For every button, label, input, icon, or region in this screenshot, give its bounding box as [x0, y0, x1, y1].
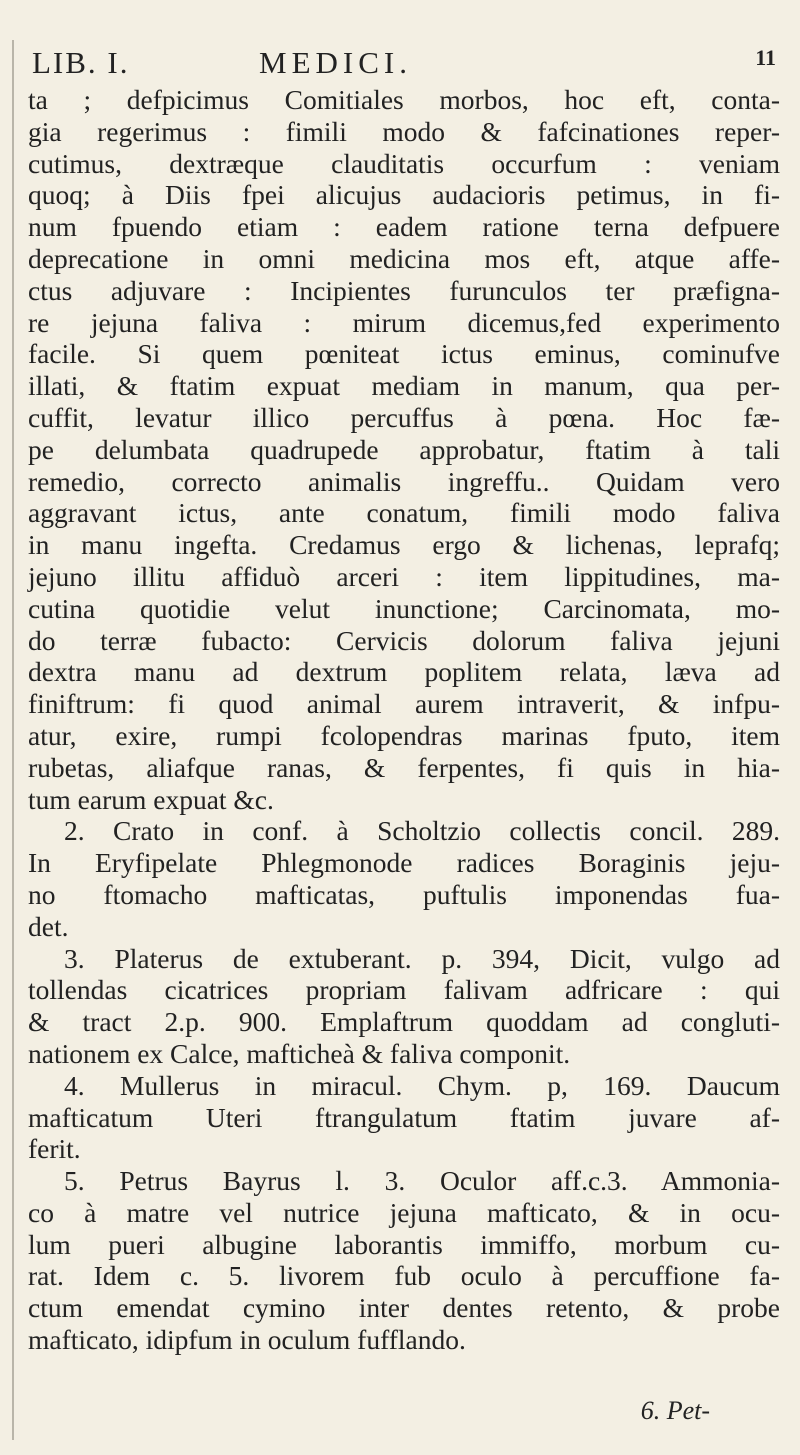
text-line: quoq; à Diis fpei alicujus audacioris petimus, in fi- — [28, 179, 780, 211]
text-line: ctus adjuvare : Incipientes furunculos ter præfigna- — [28, 274, 780, 306]
citation-line: 2. Crato in conf. à Scholtzio collectis concil. 289. — [64, 815, 780, 847]
text-line: deprecatione in omni medicina mos eft, atque affe- — [28, 242, 780, 274]
catchword: 6. Pet- — [640, 1396, 710, 1425]
text-line: aggravant ictus, ante conatum, fimili modo faliva — [28, 497, 780, 529]
text-line: dextra manu ad dextrum poplitem relata, læva ad — [28, 656, 780, 688]
text-line: facile. Si quem pœniteat ictus eminus, cominufve — [28, 338, 780, 370]
text-line: det. — [28, 910, 69, 942]
page-body — [28, 84, 780, 1356]
header-title: MEDICI. — [259, 45, 412, 80]
text-line: no ftomacho mafticatas, puftulis imponendas fua- — [28, 878, 780, 910]
text-line: finiftrum: fi quod animal aurem intraverit, & infpu- — [28, 688, 780, 720]
text-line: cutimus, dextræque clauditatis occurfum : veniam — [28, 147, 780, 179]
text-line: num fpuendo etiam : eadem ratione terna defpuere — [28, 211, 780, 243]
text-line: ctum emendat cymino inter dentes retento, & probe — [28, 1292, 780, 1324]
text-line: rat. Idem c. 5. livorem fub oculo à percuffione fa- — [28, 1260, 780, 1292]
text-line: illati, & ftatim expuat mediam in manum, qua per- — [28, 370, 780, 402]
text-line: remedio, correcto animalis ingreffu.. Quidam vero — [28, 465, 780, 497]
page-edge-rule — [12, 40, 14, 1440]
citation-line: 5. Petrus Bayrus l. 3. Oculor aff.c.3. Ammonia- — [64, 1165, 780, 1197]
text-line: co à matre vel nutrice jejuna mafticato, & in ocu- — [28, 1196, 780, 1228]
text-line: lum pueri albugine laborantis immiffo, morbum cu- — [28, 1228, 780, 1260]
text-line: mafticatum Uteri ftrangulatum ftatim juvare af- — [28, 1101, 780, 1133]
text-line: cutina quotidie velut inunctione; Carcinomata, mo- — [28, 592, 780, 624]
text-line: tollendas cicatrices propriam falivam adfricare : qui — [28, 974, 780, 1006]
text-line: gia regerimus : fimili modo & fafcinationes reper- — [28, 115, 780, 147]
text-line: mafticato, idipfum in oculum fufflando. — [28, 1324, 466, 1356]
page-number: 11 — [755, 45, 776, 70]
text-line: jejuno illitu affiduò arceri : item lippitudines, ma- — [28, 560, 780, 592]
citation-line: 4. Mullerus in miracul. Chym. p, 169. Daucum — [64, 1069, 780, 1101]
header-book-label: LIB. I. — [32, 45, 130, 80]
text-line: cuffit, levatur illico percuffus à pœna. Hoc fæ- — [28, 401, 780, 433]
citation-line: 3. Platerus de extuberant. p. 394, Dicit, vulgo ad — [64, 942, 780, 974]
text-line: nationem ex Calce, mafticheà & faliva componit. — [28, 1037, 571, 1069]
text-line: In Eryfipelate Phlegmonode radices Boraginis jeju- — [28, 847, 780, 879]
text-line: do terræ fubacto: Cervicis dolorum faliva jejuni — [28, 624, 780, 656]
text-line: re jejuna faliva : mirum dicemus,fed experimento — [28, 306, 780, 338]
text-line: tum earum expuat &c. — [28, 783, 274, 815]
text-line: in manu ingefta. Credamus ergo & lichenas, leprafq; — [28, 529, 780, 561]
text-line: atur, exire, rumpi fcolopendras marinas fputo, item — [28, 719, 780, 751]
text-line: ferit. — [28, 1133, 81, 1165]
text-line: rubetas, aliafque ranas, & ferpentes, fi quis in hia- — [28, 751, 780, 783]
text-line: ta ; defpicimus Comitiales morbos, hoc eft, conta- — [28, 84, 780, 115]
text-line: pe delumbata quadrupede approbatur, ftatim à tali — [28, 433, 780, 465]
text-line: & tract 2.p. 900. Emplaftrum quoddam ad congluti- — [28, 1006, 780, 1038]
